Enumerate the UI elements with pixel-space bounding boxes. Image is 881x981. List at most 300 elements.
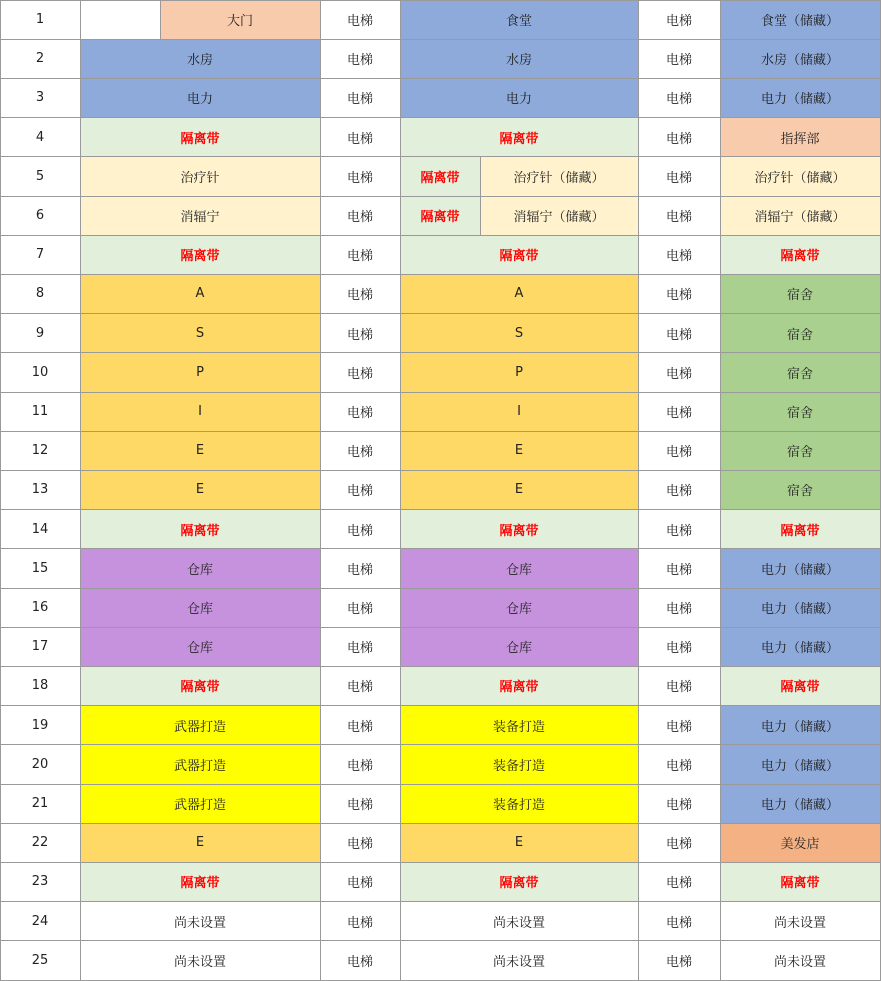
room-cell[interactable]: [80, 392, 320, 431]
room-cell[interactable]: [720, 549, 880, 588]
room-cell[interactable]: [400, 902, 638, 941]
elevator-cell[interactable]: [638, 862, 720, 901]
row-number-text: 16: [31, 600, 49, 616]
room-cell-text: 尚未设置: [773, 954, 826, 970]
row-number[interactable]: [0, 706, 80, 745]
room-cell[interactable]: [400, 353, 638, 392]
isolation-zone-cell[interactable]: [400, 157, 480, 196]
elevator-cell-text: 电梯: [665, 798, 692, 814]
row-number[interactable]: [0, 314, 80, 353]
grid-line-horizontal: [0, 274, 881, 275]
room-cell[interactable]: [400, 314, 638, 353]
room-cell-text: P: [515, 364, 523, 380]
elevator-cell[interactable]: [638, 235, 720, 274]
grid-line-horizontal: [0, 39, 881, 40]
row-number-text: 10: [31, 364, 49, 380]
room-cell[interactable]: [720, 706, 880, 745]
elevator-cell-text: 电梯: [665, 641, 692, 657]
room-cell-text: 电力: [186, 92, 213, 108]
room-cell[interactable]: [720, 902, 880, 941]
elevator-cell[interactable]: [320, 862, 400, 901]
elevator-cell-text: 电梯: [665, 876, 692, 892]
room-cell-text: 电力: [505, 92, 532, 108]
isolation-zone-cell[interactable]: [80, 666, 320, 705]
room-cell[interactable]: [480, 196, 638, 235]
room-cell[interactable]: [400, 549, 638, 588]
elevator-cell[interactable]: [320, 274, 400, 313]
elevator-cell-text: 电梯: [665, 954, 692, 970]
row-number-text: 6: [35, 208, 45, 224]
elevator-cell[interactable]: [320, 902, 400, 941]
room-cell[interactable]: [400, 0, 638, 39]
elevator-cell[interactable]: [638, 314, 720, 353]
room-cell[interactable]: [720, 314, 880, 353]
row-number-text: 21: [31, 796, 49, 812]
row-number[interactable]: [0, 431, 80, 470]
room-cell[interactable]: [80, 902, 320, 941]
grid-line-horizontal: [0, 313, 881, 314]
row-number-text: 3: [35, 90, 45, 106]
room-cell-text: 大门: [226, 14, 253, 30]
room-cell[interactable]: [720, 823, 880, 862]
elevator-cell[interactable]: [320, 784, 400, 823]
room-cell-text: 电力（储藏）: [760, 641, 839, 657]
elevator-cell-text: 电梯: [346, 562, 373, 578]
grid-line-horizontal: [0, 548, 881, 549]
elevator-cell-text: 电梯: [665, 406, 692, 422]
room-cell-text: 仓库: [186, 562, 213, 578]
row-number-text: 18: [31, 678, 49, 694]
grid-line-horizontal: [0, 627, 881, 628]
room-cell-text: 尚未设置: [773, 915, 826, 931]
row-number-text: 4: [35, 129, 45, 145]
isolation-zone-cell-text: 隔离带: [180, 249, 220, 265]
elevator-cell-text: 电梯: [346, 210, 373, 226]
isolation-zone-cell[interactable]: [400, 235, 638, 274]
grid-line-vertical: [400, 0, 401, 980]
room-cell-text: E: [514, 835, 524, 851]
elevator-cell[interactable]: [638, 470, 720, 509]
grid-line-horizontal: [0, 470, 881, 471]
isolation-zone-cell-text: 隔离带: [499, 131, 539, 147]
row-number[interactable]: [0, 941, 80, 980]
room-cell[interactable]: [720, 784, 880, 823]
room-cell[interactable]: [720, 78, 880, 117]
elevator-cell-text: 电梯: [346, 484, 373, 500]
elevator-cell[interactable]: [320, 588, 400, 627]
elevator-cell-text: 电梯: [665, 523, 692, 539]
grid-line-horizontal: [0, 940, 881, 941]
elevator-cell[interactable]: [638, 0, 720, 39]
room-cell[interactable]: [720, 627, 880, 666]
room-cell[interactable]: [80, 588, 320, 627]
room-cell-text: 宿舍: [786, 288, 813, 304]
room-cell-text: 宿舍: [786, 445, 813, 461]
grid-line-horizontal: [0, 705, 881, 706]
isolation-zone-cell[interactable]: [400, 196, 480, 235]
grid-line-vertical: [320, 0, 321, 980]
room-cell-text: 尚未设置: [492, 915, 545, 931]
elevator-cell-text: 电梯: [346, 523, 373, 539]
room-cell[interactable]: [400, 823, 638, 862]
elevator-cell[interactable]: [320, 666, 400, 705]
isolation-zone-cell[interactable]: [400, 510, 638, 549]
elevator-cell-text: 电梯: [346, 798, 373, 814]
elevator-cell-text: 电梯: [346, 445, 373, 461]
isolation-zone-cell[interactable]: [80, 118, 320, 157]
elevator-cell[interactable]: [320, 235, 400, 274]
elevator-cell[interactable]: [638, 706, 720, 745]
room-cell[interactable]: [80, 823, 320, 862]
row-number[interactable]: [0, 157, 80, 196]
room-cell[interactable]: [400, 431, 638, 470]
room-cell[interactable]: [80, 0, 160, 39]
room-cell-text: 美发店: [780, 837, 820, 853]
room-cell[interactable]: [400, 470, 638, 509]
room-cell[interactable]: [80, 745, 320, 784]
room-cell-text: 尚未设置: [173, 954, 226, 970]
room-cell-text: 武器打造: [173, 798, 226, 814]
elevator-cell[interactable]: [638, 274, 720, 313]
room-cell-text: 消辐宁: [180, 210, 220, 226]
row-number[interactable]: [0, 196, 80, 235]
room-cell[interactable]: [400, 392, 638, 431]
room-cell-text: E: [195, 482, 205, 498]
isolation-zone-cell[interactable]: [80, 235, 320, 274]
grid-line-horizontal: [0, 901, 881, 902]
elevator-cell[interactable]: [638, 39, 720, 78]
elevator-cell[interactable]: [638, 392, 720, 431]
grid-line-horizontal: [0, 117, 881, 118]
elevator-cell[interactable]: [320, 470, 400, 509]
elevator-cell[interactable]: [638, 784, 720, 823]
room-cell-text: 武器打造: [173, 719, 226, 735]
room-cell-text: 食堂: [505, 14, 532, 30]
row-number-text: 9: [35, 325, 45, 341]
room-cell[interactable]: [720, 157, 880, 196]
elevator-cell-text: 电梯: [346, 14, 373, 30]
row-number[interactable]: [0, 666, 80, 705]
elevator-cell[interactable]: [320, 549, 400, 588]
row-number[interactable]: [0, 549, 80, 588]
room-cell-text: 指挥部: [780, 131, 820, 147]
elevator-cell[interactable]: [638, 78, 720, 117]
room-cell[interactable]: [80, 706, 320, 745]
room-cell[interactable]: [400, 274, 638, 313]
row-number[interactable]: [0, 745, 80, 784]
elevator-cell[interactable]: [638, 941, 720, 980]
grid-line-horizontal: [0, 235, 881, 236]
room-cell[interactable]: [400, 78, 638, 117]
elevator-cell[interactable]: [638, 118, 720, 157]
elevator-cell-text: 电梯: [665, 719, 692, 735]
room-cell[interactable]: [80, 549, 320, 588]
isolation-zone-cell-text: 隔离带: [420, 210, 460, 226]
row-number[interactable]: [0, 470, 80, 509]
room-cell[interactable]: [720, 0, 880, 39]
elevator-cell[interactable]: [638, 157, 720, 196]
elevator-cell-text: 电梯: [665, 14, 692, 30]
elevator-cell-text: 电梯: [665, 837, 692, 853]
row-number-text: 11: [31, 404, 49, 420]
room-cell[interactable]: [80, 470, 320, 509]
row-number[interactable]: [0, 39, 80, 78]
isolation-zone-cell[interactable]: [720, 235, 880, 274]
elevator-cell-text: 电梯: [346, 366, 373, 382]
room-cell-text: E: [514, 482, 524, 498]
elevator-cell-text: 电梯: [346, 641, 373, 657]
isolation-zone-cell-text: 隔离带: [180, 131, 220, 147]
grid-line-horizontal: [0, 509, 881, 510]
room-cell[interactable]: [80, 78, 320, 117]
elevator-cell[interactable]: [638, 666, 720, 705]
row-number[interactable]: [0, 235, 80, 274]
elevator-cell[interactable]: [320, 157, 400, 196]
elevator-cell[interactable]: [638, 353, 720, 392]
isolation-zone-cell-text: 隔离带: [780, 680, 820, 696]
grid-line-vertical: [0, 0, 1, 980]
elevator-cell-text: 电梯: [665, 53, 692, 69]
room-cell-text: E: [514, 443, 524, 459]
room-cell-text: 电力（储藏）: [760, 798, 839, 814]
elevator-cell-text: 电梯: [346, 915, 373, 931]
elevator-cell[interactable]: [320, 823, 400, 862]
isolation-zone-cell-text: 隔离带: [780, 876, 820, 892]
room-cell[interactable]: [80, 39, 320, 78]
isolation-zone-cell-text: 隔离带: [780, 523, 820, 539]
room-cell-text: 水房（储藏）: [760, 53, 839, 69]
isolation-zone-cell[interactable]: [720, 666, 880, 705]
row-number[interactable]: [0, 0, 80, 39]
elevator-cell-text: 电梯: [346, 837, 373, 853]
room-cell-text: A: [195, 286, 205, 302]
room-cell[interactable]: [80, 353, 320, 392]
room-cell[interactable]: [720, 39, 880, 78]
room-cell-text: 仓库: [186, 602, 213, 618]
row-number-text: 15: [31, 560, 49, 576]
room-cell[interactable]: [480, 157, 638, 196]
row-number-text: 8: [35, 286, 45, 302]
room-cell[interactable]: [720, 274, 880, 313]
room-cell[interactable]: [400, 627, 638, 666]
row-number[interactable]: [0, 392, 80, 431]
room-cell-text: 尚未设置: [492, 954, 545, 970]
row-number[interactable]: [0, 862, 80, 901]
elevator-cell-text: 电梯: [665, 484, 692, 500]
row-number-text: 14: [31, 521, 49, 537]
elevator-cell[interactable]: [638, 510, 720, 549]
elevator-cell[interactable]: [320, 314, 400, 353]
elevator-cell[interactable]: [320, 745, 400, 784]
elevator-cell-text: 电梯: [665, 915, 692, 931]
room-cell[interactable]: [720, 431, 880, 470]
isolation-zone-cell[interactable]: [720, 510, 880, 549]
elevator-cell-text: 电梯: [665, 758, 692, 774]
elevator-cell[interactable]: [320, 118, 400, 157]
elevator-cell-text: 电梯: [665, 366, 692, 382]
room-cell[interactable]: [720, 353, 880, 392]
room-cell[interactable]: [80, 314, 320, 353]
elevator-cell-text: 电梯: [346, 602, 373, 618]
row-number-text: 19: [31, 717, 49, 733]
room-cell-text: I: [517, 404, 521, 420]
elevator-cell[interactable]: [638, 431, 720, 470]
elevator-cell[interactable]: [320, 196, 400, 235]
elevator-cell[interactable]: [638, 902, 720, 941]
room-cell[interactable]: [720, 118, 880, 157]
row-number-text: 7: [35, 247, 45, 263]
room-cell-text: 水房: [186, 53, 213, 69]
row-number-text: 25: [31, 952, 49, 968]
room-cell-text: 电力（储藏）: [760, 92, 839, 108]
room-cell-text: E: [195, 443, 205, 459]
row-number-text: 1: [35, 12, 45, 28]
room-cell-text: 电力（储藏）: [760, 719, 839, 735]
row-number[interactable]: [0, 510, 80, 549]
room-cell-text: 治疗针: [180, 170, 220, 186]
elevator-cell-text: 电梯: [346, 680, 373, 696]
isolation-zone-cell-text: 隔离带: [499, 680, 539, 696]
row-number[interactable]: [0, 78, 80, 117]
room-cell[interactable]: [80, 157, 320, 196]
elevator-cell-text: 电梯: [346, 327, 373, 343]
room-cell-text: 消辐宁（储藏）: [513, 210, 605, 226]
room-cell[interactable]: [80, 941, 320, 980]
elevator-cell[interactable]: [320, 510, 400, 549]
elevator-cell-text: 电梯: [346, 406, 373, 422]
room-cell-text: 食堂（储藏）: [760, 14, 839, 30]
isolation-zone-cell-text: 隔离带: [499, 249, 539, 265]
room-cell[interactable]: [400, 745, 638, 784]
room-cell-text: S: [195, 325, 205, 341]
grid-line-horizontal: [0, 980, 881, 981]
elevator-cell[interactable]: [320, 0, 400, 39]
elevator-cell[interactable]: [320, 78, 400, 117]
room-cell-text: 仓库: [186, 641, 213, 657]
room-cell[interactable]: [400, 706, 638, 745]
room-cell[interactable]: [720, 196, 880, 235]
row-number-text: 20: [31, 756, 49, 772]
room-cell[interactable]: [160, 0, 320, 39]
row-number[interactable]: [0, 588, 80, 627]
elevator-cell-text: 电梯: [665, 680, 692, 696]
grid-line-horizontal: [0, 784, 881, 785]
room-cell[interactable]: [720, 470, 880, 509]
room-cell[interactable]: [400, 941, 638, 980]
room-cell-text: 武器打造: [173, 758, 226, 774]
room-cell-text: 水房: [505, 53, 532, 69]
room-cell[interactable]: [400, 588, 638, 627]
elevator-cell-text: 电梯: [665, 602, 692, 618]
isolation-zone-cell-text: 隔离带: [180, 523, 220, 539]
elevator-cell[interactable]: [638, 745, 720, 784]
room-cell[interactable]: [80, 196, 320, 235]
room-cell-text: E: [195, 835, 205, 851]
room-cell-text: 宿舍: [786, 327, 813, 343]
isolation-zone-cell[interactable]: [720, 862, 880, 901]
grid-line-vertical: [720, 0, 721, 980]
elevator-cell-text: 电梯: [346, 249, 373, 265]
row-number[interactable]: [0, 118, 80, 157]
elevator-cell-text: 电梯: [346, 876, 373, 892]
room-cell[interactable]: [80, 274, 320, 313]
room-cell[interactable]: [720, 588, 880, 627]
isolation-zone-cell[interactable]: [80, 510, 320, 549]
isolation-zone-cell[interactable]: [400, 118, 638, 157]
elevator-cell[interactable]: [320, 353, 400, 392]
grid-line-horizontal: [0, 431, 881, 432]
row-number[interactable]: [0, 353, 80, 392]
room-cell[interactable]: [80, 431, 320, 470]
elevator-cell[interactable]: [638, 823, 720, 862]
room-cell[interactable]: [80, 627, 320, 666]
elevator-cell[interactable]: [638, 549, 720, 588]
elevator-cell-text: 电梯: [665, 210, 692, 226]
elevator-cell[interactable]: [320, 431, 400, 470]
grid-line-horizontal: [0, 196, 881, 197]
grid-line-horizontal: [0, 823, 881, 824]
isolation-zone-cell[interactable]: [80, 862, 320, 901]
row-number[interactable]: [0, 784, 80, 823]
isolation-zone-cell[interactable]: [400, 862, 638, 901]
grid-line-vertical: [160, 0, 161, 39]
room-cell-text: 宿舍: [786, 484, 813, 500]
grid-line-vertical: [480, 196, 481, 235]
row-number-text: 22: [31, 835, 49, 851]
elevator-cell-text: 电梯: [346, 954, 373, 970]
elevator-cell[interactable]: [320, 392, 400, 431]
elevator-cell-text: 电梯: [346, 288, 373, 304]
room-cell-text: 装备打造: [492, 758, 545, 774]
room-cell-text: 装备打造: [492, 798, 545, 814]
isolation-zone-cell[interactable]: [400, 666, 638, 705]
grid-line-horizontal: [0, 0, 881, 1]
elevator-cell[interactable]: [320, 39, 400, 78]
room-cell[interactable]: [720, 392, 880, 431]
row-number-text: 23: [31, 874, 49, 890]
room-cell-text: 仓库: [505, 602, 532, 618]
grid-line-horizontal: [0, 78, 881, 79]
room-cell[interactable]: [720, 745, 880, 784]
row-number[interactable]: [0, 823, 80, 862]
row-number-text: 17: [31, 639, 49, 655]
room-cell-text: 宿舍: [786, 366, 813, 382]
elevator-cell[interactable]: [638, 588, 720, 627]
elevator-cell[interactable]: [320, 627, 400, 666]
room-cell[interactable]: [720, 941, 880, 980]
elevator-cell[interactable]: [320, 941, 400, 980]
room-cell[interactable]: [400, 39, 638, 78]
elevator-cell[interactable]: [638, 627, 720, 666]
row-number[interactable]: [0, 274, 80, 313]
elevator-cell-text: 电梯: [665, 288, 692, 304]
room-cell-text: 仓库: [505, 562, 532, 578]
row-number-text: 24: [31, 913, 49, 929]
grid-line-vertical: [80, 0, 81, 980]
row-number[interactable]: [0, 902, 80, 941]
grid-line-horizontal: [0, 156, 881, 157]
elevator-cell[interactable]: [320, 706, 400, 745]
room-cell[interactable]: [80, 784, 320, 823]
room-cell-text: A: [514, 286, 524, 302]
isolation-zone-cell-text: 隔离带: [420, 170, 460, 186]
elevator-cell[interactable]: [638, 196, 720, 235]
room-cell-text: 治疗针（储藏）: [513, 170, 605, 186]
room-cell-text: 宿舍: [786, 406, 813, 422]
row-number[interactable]: [0, 627, 80, 666]
room-cell[interactable]: [400, 784, 638, 823]
room-cell-text: 消辐宁（储藏）: [754, 210, 846, 226]
